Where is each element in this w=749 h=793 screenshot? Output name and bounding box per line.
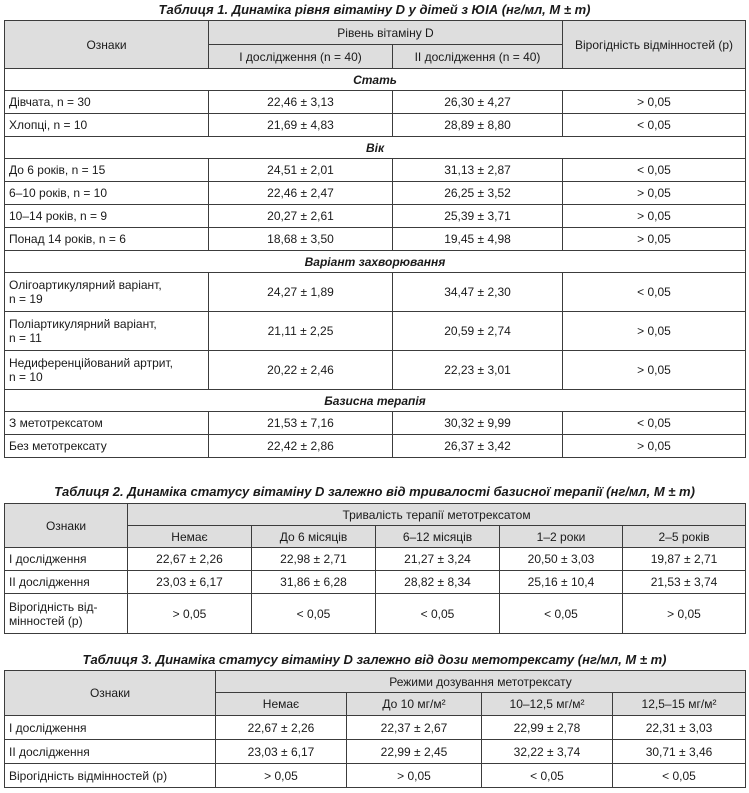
row-label: Вірогідність відмінностей (р) [5, 764, 216, 788]
value-p: < 0,05 [563, 159, 746, 182]
row-label: II дослідження [5, 571, 128, 594]
value-study1: 21,69 ± 4,83 [209, 114, 393, 137]
value-study2: 30,32 ± 9,99 [393, 412, 563, 435]
value-study2: 26,25 ± 3,52 [393, 182, 563, 205]
table1-section-title: Вік [5, 137, 746, 159]
table1 [4, 20, 746, 458]
row-label [5, 312, 209, 351]
cell-value: 22,98 ± 2,71 [252, 548, 376, 571]
value-study2: 31,13 ± 2,87 [393, 159, 563, 182]
value-study2: 19,45 ± 4,98 [393, 228, 563, 251]
row-label-line: n = 11 [9, 331, 42, 345]
cell-value: > 0,05 [623, 594, 746, 634]
table2 [4, 503, 746, 634]
table-row [5, 594, 746, 634]
table-row [5, 228, 746, 251]
cell-value: 32,22 ± 3,74 [482, 740, 613, 764]
table3-header-col: Немає [216, 693, 347, 716]
table3 [4, 670, 746, 788]
table1-header-p: Вірогідність відмінностей (р) [563, 21, 746, 69]
value-study2: 28,89 ± 8,80 [393, 114, 563, 137]
table3-header-col: До 10 мг/м² [347, 693, 482, 716]
value-study1: 24,27 ± 1,89 [209, 273, 393, 312]
table2-header-signs: Ознаки [5, 504, 128, 548]
row-label: Хлопці, n = 10 [5, 114, 209, 137]
value-study1: 21,11 ± 2,25 [209, 312, 393, 351]
cell-value: 23,03 ± 6,17 [128, 571, 252, 594]
row-label [5, 351, 209, 390]
table1-header-group: Рівень вітаміну D [209, 21, 563, 45]
cell-value: 21,27 ± 3,24 [376, 548, 500, 571]
value-p: > 0,05 [563, 312, 746, 351]
row-label: Без метотрексату [5, 435, 209, 458]
table3-caption: Таблиця 3. Динаміка статусу вітаміну D залежно від дози метотрексату (нг/мл, M ± m) [82, 652, 667, 667]
table-row [5, 764, 746, 788]
row-label: II дослідження [5, 740, 216, 764]
row-label [5, 594, 128, 634]
table-row [5, 571, 746, 594]
row-label: Понад 14 років, n = 6 [5, 228, 209, 251]
value-study2: 20,59 ± 2,74 [393, 312, 563, 351]
row-label-line: Недиференційований артрит, [9, 356, 173, 370]
table2-header-group: Тривалість терапії метотрексатом [128, 504, 746, 526]
table-row [5, 312, 746, 351]
row-label: 10–14 років, n = 9 [5, 205, 209, 228]
table1-section-title: Базисна терапія [5, 390, 746, 412]
value-study1: 22,46 ± 2,47 [209, 182, 393, 205]
cell-value: 31,86 ± 6,28 [252, 571, 376, 594]
table2-header-col: Немає [128, 526, 252, 548]
cell-value: 22,67 ± 2,26 [216, 716, 347, 740]
value-study2: 22,23 ± 3,01 [393, 351, 563, 390]
cell-value: < 0,05 [500, 594, 623, 634]
value-p: < 0,05 [563, 412, 746, 435]
cell-value: > 0,05 [347, 764, 482, 788]
value-study2: 26,30 ± 4,27 [393, 91, 563, 114]
row-label-line: n = 19 [9, 292, 43, 306]
table-row [5, 716, 746, 740]
table-row [5, 435, 746, 458]
cell-value: < 0,05 [252, 594, 376, 634]
value-study1: 24,51 ± 2,01 [209, 159, 393, 182]
table1-section-title: Стать [5, 69, 746, 91]
table-row [5, 351, 746, 390]
cell-value: 20,50 ± 3,03 [500, 548, 623, 571]
value-study1: 22,42 ± 2,86 [209, 435, 393, 458]
table2-header-col: 1–2 роки [500, 526, 623, 548]
table-row [5, 412, 746, 435]
value-study2: 25,39 ± 3,71 [393, 205, 563, 228]
table-row [5, 91, 746, 114]
table3-header-col: 12,5–15 мг/м² [613, 693, 746, 716]
row-label-line: мінностей (р) [9, 613, 83, 628]
table2-caption: Таблиця 2. Динаміка статусу вітаміну D залежно від тривалості базисної терапії (нг/мл, M ± m) [54, 484, 695, 499]
table2-header-col: До 6 місяців [252, 526, 376, 548]
table-row [5, 740, 746, 764]
row-label-line: Поліартикулярний варіант, [9, 317, 157, 331]
value-study1: 20,22 ± 2,46 [209, 351, 393, 390]
row-label: Дівчата, n = 30 [5, 91, 209, 114]
cell-value: < 0,05 [482, 764, 613, 788]
row-label [5, 273, 209, 312]
table1-header-study2: II дослідження (n = 40) [393, 45, 563, 69]
table-row [5, 114, 746, 137]
table1-caption: Таблиця 1. Динаміка рівня вітаміну D у дітей з ЮІА (нг/мл, M ± m) [158, 2, 591, 17]
cell-value: < 0,05 [376, 594, 500, 634]
value-study2: 34,47 ± 2,30 [393, 273, 563, 312]
cell-value: 23,03 ± 6,17 [216, 740, 347, 764]
cell-value: < 0,05 [613, 764, 746, 788]
value-p: < 0,05 [563, 114, 746, 137]
table-row [5, 159, 746, 182]
row-label-line: Олігоартикулярний варіант, [9, 278, 162, 292]
value-study1: 20,27 ± 2,61 [209, 205, 393, 228]
cell-value: 21,53 ± 3,74 [623, 571, 746, 594]
cell-value: 25,16 ± 10,4 [500, 571, 623, 594]
cell-value: 22,67 ± 2,26 [128, 548, 252, 571]
cell-value: 22,99 ± 2,78 [482, 716, 613, 740]
value-p: < 0,05 [563, 273, 746, 312]
cell-value: > 0,05 [128, 594, 252, 634]
cell-value: 22,31 ± 3,03 [613, 716, 746, 740]
table1-header-signs: Ознаки [5, 21, 209, 69]
table3-header-col: 10–12,5 мг/м² [482, 693, 613, 716]
value-p: > 0,05 [563, 91, 746, 114]
value-study2: 26,37 ± 3,42 [393, 435, 563, 458]
value-study1: 21,53 ± 7,16 [209, 412, 393, 435]
value-p: > 0,05 [563, 351, 746, 390]
row-label: До 6 років, n = 15 [5, 159, 209, 182]
cell-value: 28,82 ± 8,34 [376, 571, 500, 594]
value-p: > 0,05 [563, 435, 746, 458]
value-study1: 22,46 ± 3,13 [209, 91, 393, 114]
row-label: I дослідження [5, 716, 216, 740]
table2-header-col: 6–12 місяців [376, 526, 500, 548]
row-label-line: n = 10 [9, 370, 43, 384]
table3-header-group: Режими дозування метотрексату [216, 671, 746, 693]
cell-value: > 0,05 [216, 764, 347, 788]
table-row [5, 182, 746, 205]
table-row [5, 273, 746, 312]
row-label: 6–10 років, n = 10 [5, 182, 209, 205]
cell-value: 22,37 ± 2,67 [347, 716, 482, 740]
value-p: > 0,05 [563, 182, 746, 205]
table3-header-signs: Ознаки [5, 671, 216, 716]
value-p: > 0,05 [563, 228, 746, 251]
row-label-line: Вірогідність від- [9, 599, 98, 614]
cell-value: 30,71 ± 3,46 [613, 740, 746, 764]
table1-header-study1: I дослідження (n = 40) [209, 45, 393, 69]
cell-value: 19,87 ± 2,71 [623, 548, 746, 571]
cell-value: 22,99 ± 2,45 [347, 740, 482, 764]
value-p: > 0,05 [563, 205, 746, 228]
value-study1: 18,68 ± 3,50 [209, 228, 393, 251]
row-label: I дослідження [5, 548, 128, 571]
table-row [5, 548, 746, 571]
table2-header-col: 2–5 років [623, 526, 746, 548]
table1-section-title: Варіант захворювання [5, 251, 746, 273]
row-label: З метотрексатом [5, 412, 209, 435]
table-row [5, 205, 746, 228]
